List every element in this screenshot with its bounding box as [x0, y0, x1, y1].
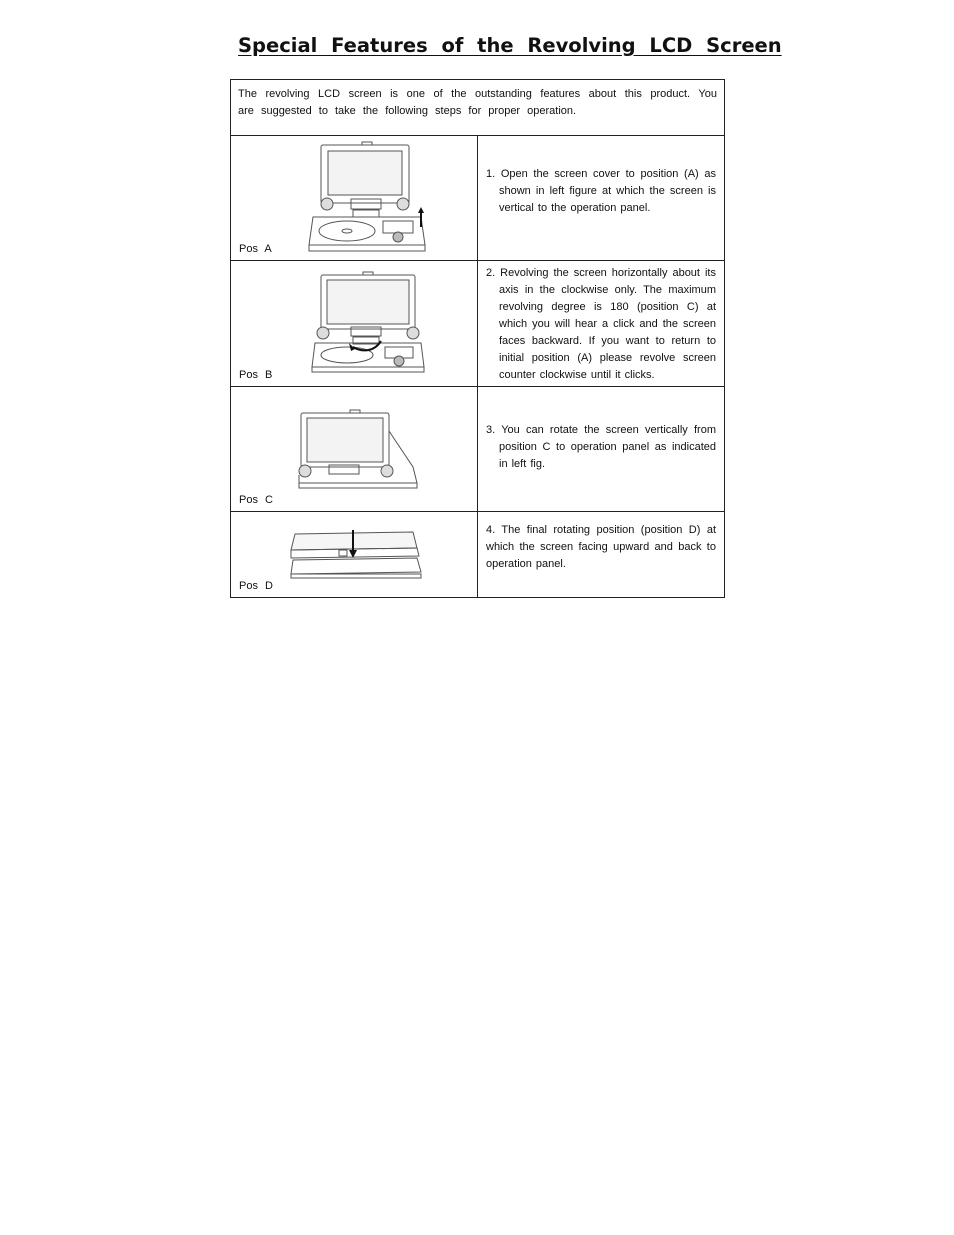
figure-cell-c	[231, 387, 478, 512]
text-cell-a	[478, 136, 725, 261]
feature-table	[230, 79, 725, 598]
text-cell-b	[478, 261, 725, 387]
figure-cell-d	[231, 512, 478, 598]
pos-label-b: Pos B	[239, 369, 273, 381]
dvd-player-tablet-icon	[289, 526, 423, 582]
step-text-2: 2. Revolving the screen horizontally about its axis in the clockwise only. The maximum revolving degree is 180 (position C) at which you will hear a click and the screen faces backward. If you want to return to initial position (A) please revolve screen counter clockwise until it clicks.	[486, 267, 716, 381]
figure-cell-b	[231, 261, 478, 387]
dvd-player-rotate-icon	[311, 271, 426, 375]
page-title: Special Features of the Revolving LCD Screen	[238, 34, 782, 57]
intro-text: The revolving LCD screen is one of the outstanding features about this product. You are suggested to take the following steps for proper operation.	[231, 80, 725, 136]
pos-label-c: Pos C	[239, 494, 273, 506]
dvd-player-reversed-icon	[295, 409, 419, 491]
text-cell-d	[478, 512, 725, 598]
step-row-b	[231, 261, 725, 387]
text-cell-c	[478, 387, 725, 512]
pos-label-a: Pos A	[239, 243, 272, 255]
dvd-player-open-icon	[307, 141, 427, 255]
step-text-1: 1. Open the screen cover to position (A) as shown in left figure at which the screen is vertical to the operation panel.	[486, 168, 716, 214]
step-text-3: 3. You can rotate the screen vertically from position C to operation panel as indicated in left fig.	[486, 424, 716, 470]
figure-cell-a	[231, 136, 478, 261]
step-row-a	[231, 136, 725, 261]
step-row-c	[231, 387, 725, 512]
intro-row	[231, 80, 725, 136]
step-text-4: 4. The final rotating position (position D) at which the screen facing upward and back to operation panel.	[486, 524, 716, 570]
pos-label-d: Pos D	[239, 580, 273, 592]
step-row-d	[231, 512, 725, 598]
